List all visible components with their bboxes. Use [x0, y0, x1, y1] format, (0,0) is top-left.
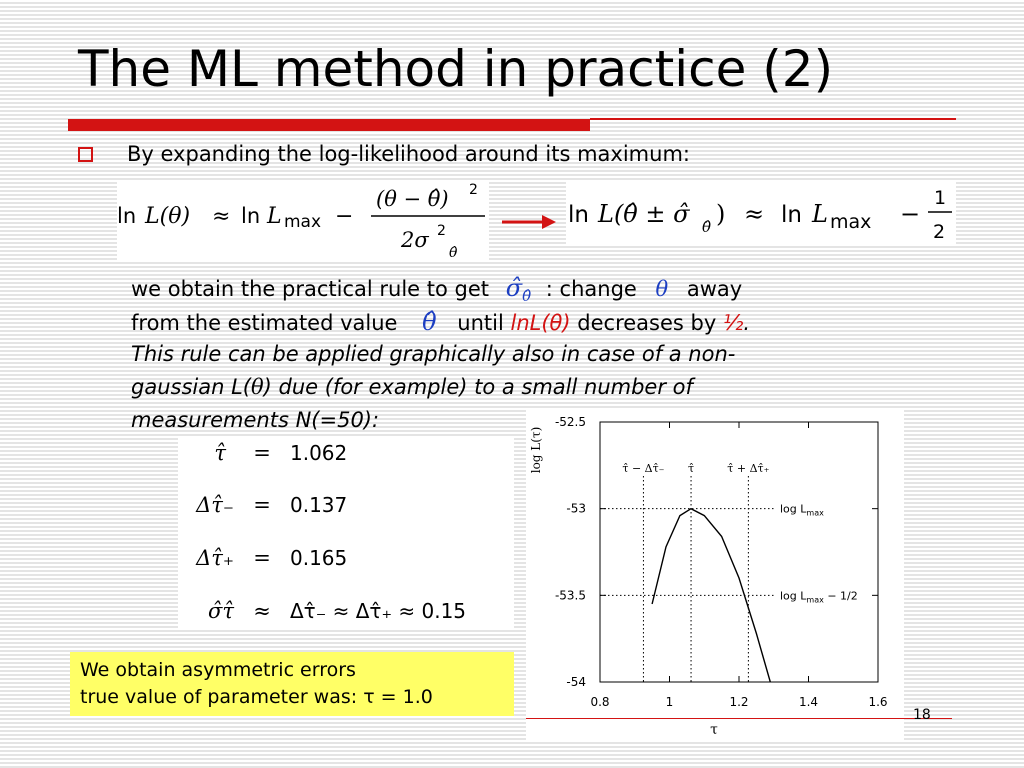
x-tick-label-4: 1.6 — [868, 695, 888, 709]
y-tick-label-2: -53.5 — [554, 588, 586, 603]
results-row-3-rel: = — [253, 546, 271, 570]
half-text: ½ — [722, 311, 744, 335]
results-row-2 — [195, 493, 347, 517]
y-tick-label-3: -54 — [566, 675, 586, 689]
eq2-frac-num: 1 — [934, 187, 947, 209]
x-tick-label-0: 0.8 — [590, 695, 610, 709]
text-line-2-c: decreases by — [577, 311, 717, 335]
eq2-max: max — [830, 211, 872, 233]
eq1-ln2: ln — [241, 204, 261, 228]
text-line-4-theta: θ — [250, 375, 264, 399]
results-row-3 — [195, 546, 347, 570]
text-line-4-a: gaussian L( — [131, 375, 251, 399]
text-line-2-a: from the estimated value — [131, 311, 398, 335]
results-row-1 — [214, 441, 347, 465]
equation-expansion — [117, 180, 489, 262]
vline-label-0: τ̂ − Δτ̂₋ — [622, 462, 665, 475]
hline-label-0: $\log L_{max}$ — [780, 502, 824, 518]
results-row-4-lhs: σ̂τ̂ — [208, 599, 234, 623]
results-row-4-rhs: Δτ̂₋ ≈ Δτ̂₊ ≈ 0.15 — [290, 599, 467, 623]
page-title: The ML method in practice (2) — [78, 40, 834, 98]
equation-rule — [566, 180, 956, 244]
plot-svg — [526, 410, 904, 740]
text-line-1-b: : change — [545, 277, 637, 301]
results-row-3-lhs: Δτ̂₊ — [196, 546, 234, 570]
text-line-1 — [131, 274, 742, 305]
results-row-2-rel: = — [253, 493, 271, 517]
title-underline-line — [590, 118, 956, 120]
results-equations — [178, 438, 514, 628]
square-bullet-icon — [78, 147, 93, 162]
x-tick-label-3: 1.4 — [798, 695, 819, 709]
theta-hat-symbol: θ̂ — [422, 308, 437, 336]
lnL-theta-text: lnL(θ) — [510, 311, 571, 335]
likelihood-curve — [652, 509, 777, 688]
eq2-L: L — [812, 200, 828, 228]
eq2-lhs-close: ) — [716, 200, 726, 228]
plot-frame — [600, 422, 878, 682]
vline-label-1: τ̂ — [687, 462, 695, 475]
page-number: 18 — [913, 707, 931, 723]
y-axis-label: log L(τ) — [529, 426, 543, 474]
hline-label-1: $\log L_{max} - 1/2$ — [780, 589, 858, 605]
results-row-4-rel: ≈ — [253, 599, 271, 623]
text-line-5: measurements N(=50): — [131, 408, 380, 432]
arrow-right-icon — [500, 212, 558, 236]
eq2-ln: ln — [568, 202, 589, 228]
x-tick-label-2: 1.2 — [729, 695, 749, 709]
conclusion-note — [70, 652, 514, 716]
text-line-1-c: away — [686, 277, 743, 301]
eq2-ln2: ln — [781, 202, 802, 228]
text-line-2-b: until — [457, 311, 504, 335]
text-line-4 — [131, 375, 693, 399]
results-row-3-rhs: 0.165 — [290, 546, 348, 570]
theta-symbol: θ — [655, 277, 669, 301]
eq1-max: max — [284, 212, 322, 232]
eq1-ln: ln — [117, 204, 137, 228]
eq2-frac-den: 2 — [933, 221, 946, 243]
text-line-1-a: we obtain the practical rule to get — [131, 277, 489, 301]
eq1-numerator: (θ − θ̂) — [376, 187, 449, 211]
text-line-3: This rule can be applied graphically also in case of a non- — [131, 342, 736, 366]
eq2-lhs: L(θ̂ ± σ̂ — [598, 200, 690, 228]
log-likelihood-plot — [526, 410, 904, 740]
eq1-den-sub: θ̂ — [449, 245, 458, 261]
text-line-4-b: ) due (for example) to a small number of — [263, 375, 693, 399]
eq1-L-theta: L(θ) — [145, 204, 191, 229]
eq1-denominator: 2σ — [401, 228, 429, 252]
results-row-4 — [208, 599, 466, 623]
y-tick-label-0: -52.5 — [554, 415, 586, 429]
note-line-2: true value of parameter was: τ = 1.0 — [80, 686, 433, 708]
title-underline-bar — [68, 119, 590, 131]
results-row-2-lhs: Δτ̂₋ — [196, 493, 234, 517]
results-row-2-rhs: 0.137 — [290, 493, 348, 517]
eq2-lhs-sub: θ̂ — [702, 218, 712, 236]
text-line-2 — [131, 308, 750, 336]
text-line-2-dot: . — [743, 311, 751, 335]
note-line-1: We obtain asymmetric errors — [80, 659, 356, 681]
eq1-approx: ≈ — [212, 204, 231, 229]
eq1-L: L — [267, 204, 282, 229]
bullet-text: By expanding the log-likelihood around its maximum: — [127, 142, 690, 166]
sigma-theta-symbol: σ̂ — [505, 274, 523, 302]
results-row-1-lhs: τ̂ — [214, 441, 226, 465]
results-row-1-rhs: 1.062 — [290, 441, 348, 465]
eq1-den-exp: 2 — [437, 223, 446, 239]
eq1-minus: − — [335, 204, 354, 229]
results-row-1-rel: = — [253, 441, 271, 465]
footer-line — [526, 718, 952, 719]
x-axis-label: τ — [710, 722, 718, 738]
eq2-minus: − — [900, 200, 921, 228]
sigma-theta-subscript: θ̂ — [522, 287, 532, 306]
x-tick-label-1: 1 — [665, 695, 674, 709]
eq1-num-exp: 2 — [469, 182, 478, 198]
eq2-approx: ≈ — [744, 200, 765, 228]
vline-label-2: τ̂ + Δτ̂₊ — [727, 462, 770, 475]
y-tick-label-1: -53 — [566, 501, 586, 516]
